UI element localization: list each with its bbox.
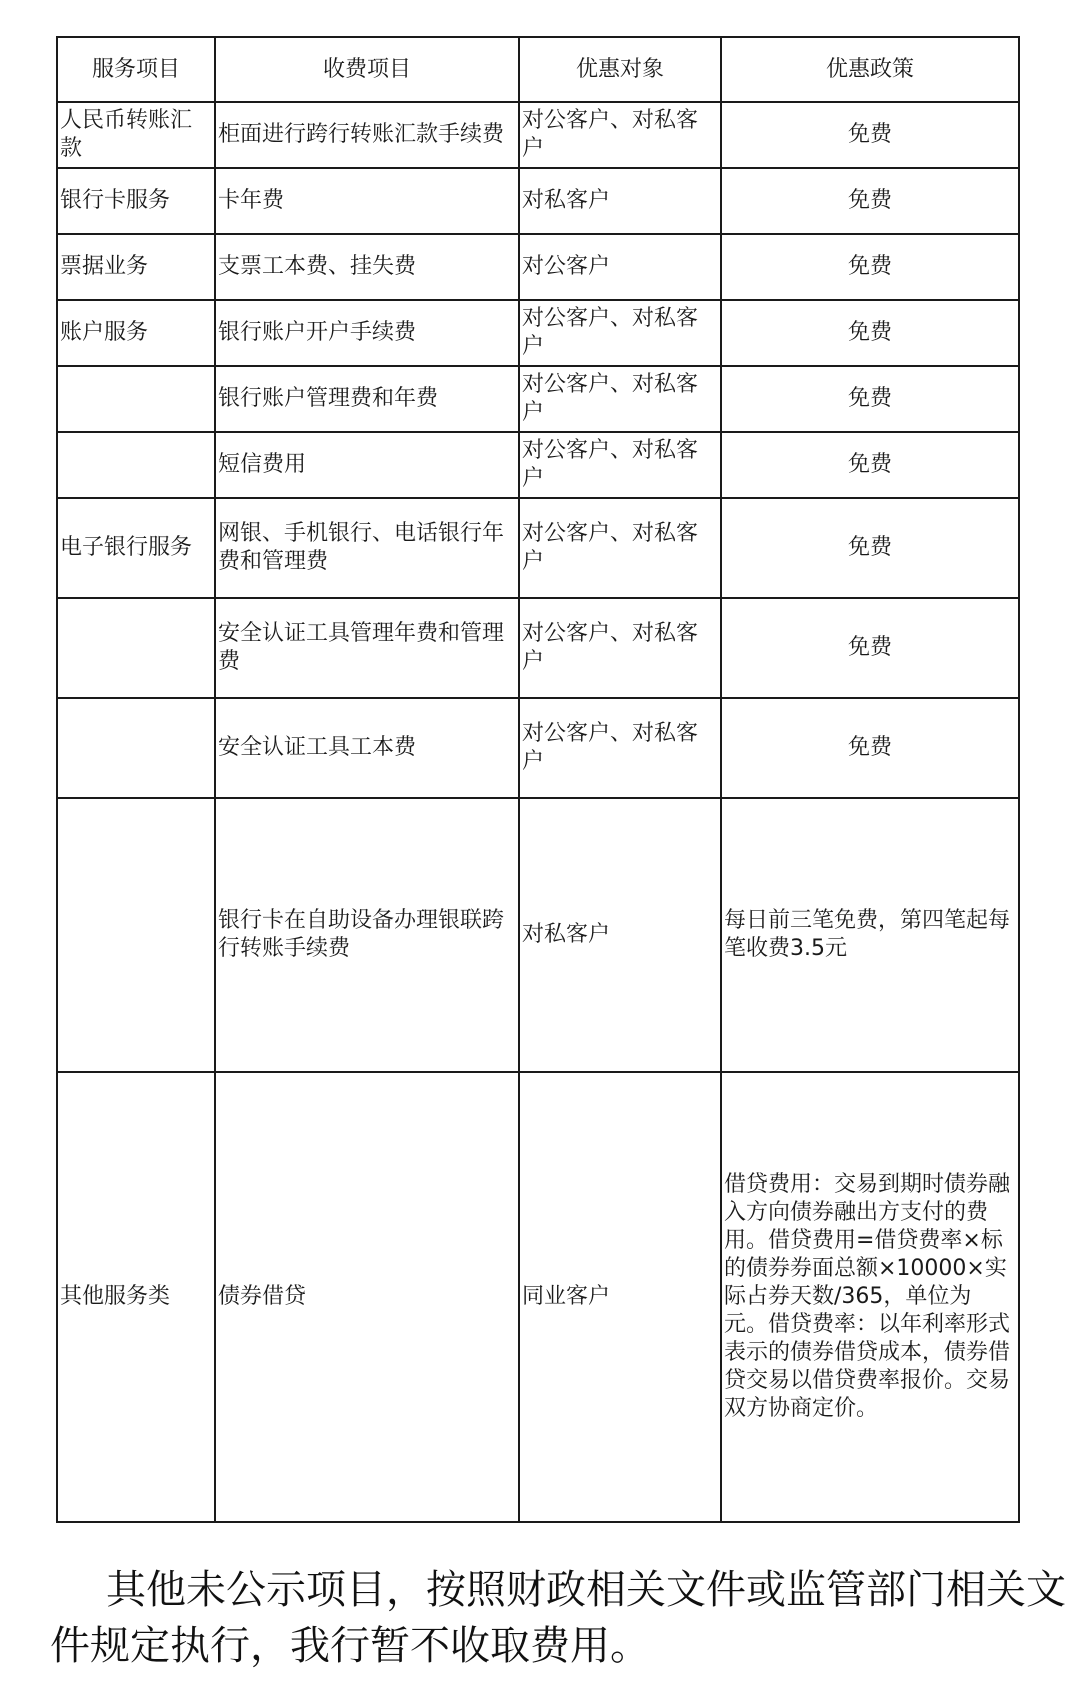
row-service <box>57 698 215 798</box>
row-item: 柜面进行跨行转账汇款手续费 <box>215 102 519 168</box>
row-item: 卡年费 <box>215 168 519 234</box>
row-item: 短信费用 <box>215 432 519 498</box>
row-service: 电子银行服务 <box>57 498 215 598</box>
row-policy: 免费 <box>721 698 1019 798</box>
row-service: 账户服务 <box>57 300 215 366</box>
row-policy: 免费 <box>721 366 1019 432</box>
row-service <box>57 432 215 498</box>
row-policy: 免费 <box>721 102 1019 168</box>
row-policy: 免费 <box>721 498 1019 598</box>
table-row <box>57 798 1019 1072</box>
row-item: 银行卡在自助设备办理银联跨行转账手续费 <box>215 798 519 1072</box>
header-item: 收费项目 <box>215 37 519 102</box>
row-policy: 借贷费用：交易到期时债券融入方向债券融出方支付的费用。借贷费用=借贷费率×标的债券券面总额×10000×实际占券天数/365，单位为元。借贷费率：以年利率形式表示的债券借贷成本，债券借贷交易以借贷费率报价。交易双方协商定价。 <box>721 1072 1019 1522</box>
table-row <box>57 598 1019 698</box>
row-policy: 免费 <box>721 300 1019 366</box>
header-policy: 优惠政策 <box>721 37 1019 102</box>
row-service <box>57 598 215 698</box>
row-service: 人民币转账汇款 <box>57 102 215 168</box>
row-service <box>57 798 215 1072</box>
row-target: 对公客户、对私客户 <box>519 366 721 432</box>
row-service: 银行卡服务 <box>57 168 215 234</box>
row-item: 网银、手机银行、电话银行年费和管理费 <box>215 498 519 598</box>
row-item: 支票工本费、挂失费 <box>215 234 519 300</box>
row-item: 安全认证工具工本费 <box>215 698 519 798</box>
table-row <box>57 102 1019 168</box>
table-row <box>57 1072 1019 1522</box>
row-policy: 每日前三笔免费，第四笔起每笔收费3.5元 <box>721 798 1019 1072</box>
footer-note <box>50 1562 1080 1674</box>
fee-discount-table <box>56 36 1020 1523</box>
header-service: 服务项目 <box>57 37 215 102</box>
table-row <box>57 168 1019 234</box>
table-header-row <box>57 37 1019 102</box>
row-item: 债券借贷 <box>215 1072 519 1522</box>
table-row <box>57 234 1019 300</box>
row-item: 银行账户开户手续费 <box>215 300 519 366</box>
row-item: 安全认证工具管理年费和管理费 <box>215 598 519 698</box>
row-target: 同业客户 <box>519 1072 721 1522</box>
row-target: 对公客户、对私客户 <box>519 300 721 366</box>
row-policy: 免费 <box>721 598 1019 698</box>
row-service: 票据业务 <box>57 234 215 300</box>
header-target: 优惠对象 <box>519 37 721 102</box>
row-target: 对公客户、对私客户 <box>519 498 721 598</box>
table-row <box>57 698 1019 798</box>
row-target: 对公客户 <box>519 234 721 300</box>
row-policy: 免费 <box>721 234 1019 300</box>
table-row <box>57 366 1019 432</box>
row-target: 对公客户、对私客户 <box>519 102 721 168</box>
row-service <box>57 366 215 432</box>
row-service: 其他服务类 <box>57 1072 215 1522</box>
table-row <box>57 498 1019 598</box>
row-target: 对公客户、对私客户 <box>519 698 721 798</box>
footer-note-text: 其他未公示项目，按照财政相关文件或监管部门相关文件规定执行，我行暂不收取费用。 <box>50 1567 1066 1669</box>
row-policy: 免费 <box>721 168 1019 234</box>
row-target: 对私客户 <box>519 168 721 234</box>
row-item: 银行账户管理费和年费 <box>215 366 519 432</box>
row-policy: 免费 <box>721 432 1019 498</box>
table-row <box>57 432 1019 498</box>
table-row <box>57 300 1019 366</box>
row-target: 对私客户 <box>519 798 721 1072</box>
row-target: 对公客户、对私客户 <box>519 432 721 498</box>
row-target: 对公客户、对私客户 <box>519 598 721 698</box>
